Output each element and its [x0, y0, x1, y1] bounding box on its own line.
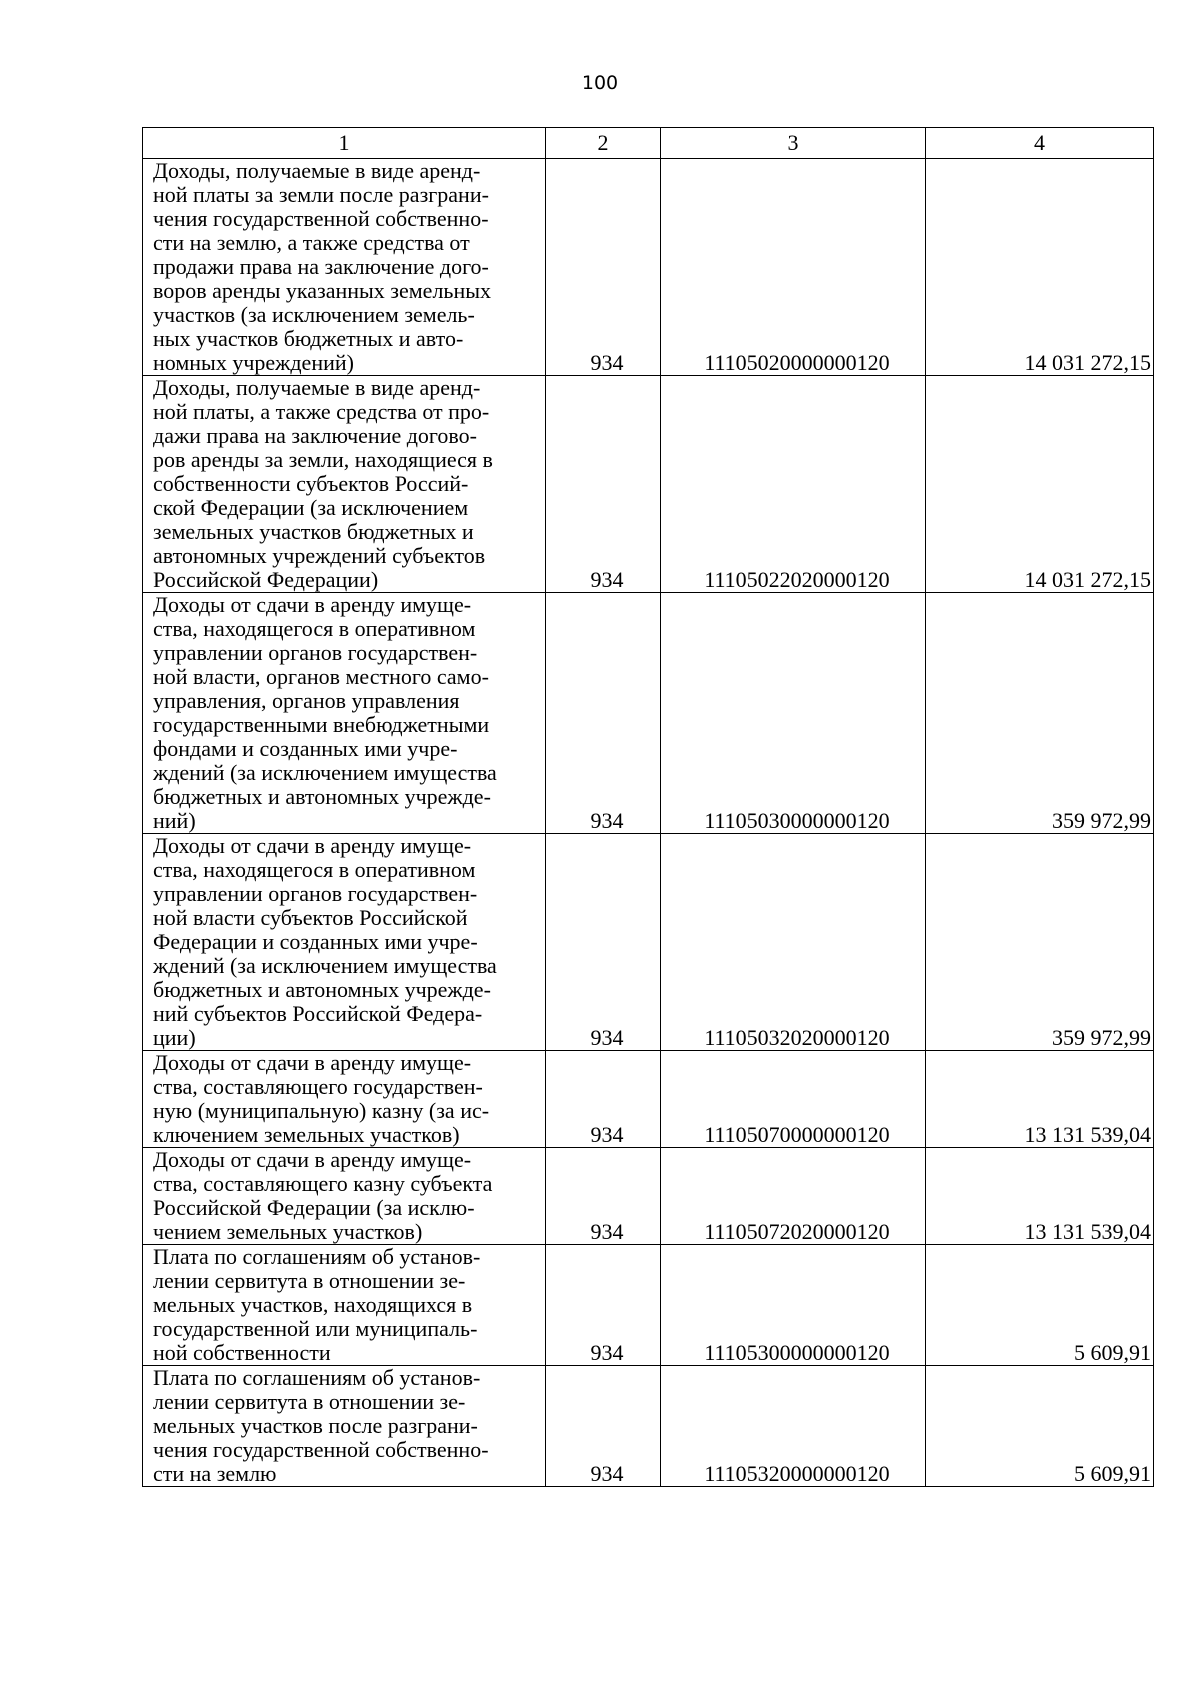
revenue-name-line: ства, составляющего государствен- [153, 1074, 483, 1099]
amount-cell: 13 131 539,04 [926, 1148, 1154, 1245]
revenue-name-line: ной платы за земли после разграни- [153, 182, 489, 207]
budget-code-cell: 11105022020000120 [661, 376, 926, 593]
revenue-name-cell [143, 593, 546, 834]
revenue-name-cell [143, 1051, 546, 1148]
revenue-name-line: ной власти, органов местного само- [153, 664, 489, 689]
revenue-name-line: ства, находящегося в оперативном [153, 616, 476, 641]
revenue-name-line: ров аренды за земли, находящиеся в [153, 447, 493, 472]
budget-code-cell: 11105300000000120 [661, 1245, 926, 1366]
revenue-name-line: продажи права на заключение дого- [153, 254, 489, 279]
revenue-name-line: ную (муниципальную) казну (за ис- [153, 1098, 490, 1123]
revenue-name-line: ний) [153, 808, 196, 833]
revenue-name-line: управлении органов государствен- [153, 881, 478, 906]
table-row [143, 593, 1154, 834]
revenue-name-line: государственными внебюджетными [153, 712, 490, 737]
revenue-name-line: Доходы от сдачи в аренду имуще- [153, 1050, 472, 1075]
revenue-name-line: ждений (за исключением имущества [153, 953, 497, 978]
amount-cell: 14 031 272,15 [926, 159, 1154, 376]
revenue-name-line: номных учреждений) [153, 350, 354, 375]
revenue-name-line: государственной или муниципаль- [153, 1316, 478, 1341]
revenue-name-line: управлении органов государствен- [153, 640, 478, 665]
revenue-name-line: Российской Федерации (за исклю- [153, 1195, 475, 1220]
budget-code-cell: 11105020000000120 [661, 159, 926, 376]
revenue-name-line: чения государственной собственно- [153, 1437, 489, 1462]
admin-code-cell: 934 [546, 376, 661, 593]
table-row [143, 159, 1154, 376]
revenue-name-line: воров аренды указанных земельных [153, 278, 492, 303]
revenue-name-line: лении сервитута в отношении зе- [153, 1389, 466, 1414]
revenue-name-cell [143, 1245, 546, 1366]
revenue-name-cell [143, 834, 546, 1051]
header-col-2: 2 [546, 128, 661, 159]
revenue-name-cell [143, 1366, 546, 1487]
revenue-name-line: дажи права на заключение догово- [153, 423, 477, 448]
revenue-name-line: автономных учреждений субъектов [153, 543, 486, 568]
table-row [143, 1051, 1154, 1148]
revenue-name-line: Российской Федерации) [153, 567, 379, 592]
admin-code-cell: 934 [546, 1148, 661, 1245]
revenue-name-line: сти на землю [153, 1461, 277, 1486]
budget-code-cell: 11105032020000120 [661, 834, 926, 1051]
page-number: 100 [581, 72, 619, 94]
amount-cell: 13 131 539,04 [926, 1051, 1154, 1148]
revenue-name-line: управления, органов управления [153, 688, 460, 713]
revenue-name-line: ной власти субъектов Российской [153, 905, 468, 930]
revenue-name-line: Доходы, получаемые в виде аренд- [153, 158, 481, 183]
amount-cell: 5 609,91 [926, 1245, 1154, 1366]
revenue-name-line: Доходы, получаемые в виде аренд- [153, 375, 481, 400]
budget-code-cell: 11105030000000120 [661, 593, 926, 834]
revenue-name-line: Доходы от сдачи в аренду имуще- [153, 1147, 472, 1172]
revenue-table [142, 127, 1154, 1487]
revenue-name-line: бюджетных и автономных учрежде- [153, 977, 491, 1002]
revenue-name-line: Плата по соглашениям об установ- [153, 1365, 481, 1390]
admin-code-cell: 934 [546, 1366, 661, 1487]
revenue-name-cell [143, 1148, 546, 1245]
table-row [143, 1148, 1154, 1245]
revenue-name-line: собственности субъектов Россий- [153, 471, 469, 496]
revenue-name-line: чением земельных участков) [153, 1219, 423, 1244]
revenue-name-cell [143, 376, 546, 593]
header-col-4: 4 [926, 128, 1154, 159]
revenue-name-line: фондами и созданных ими учре- [153, 736, 458, 761]
revenue-name-line: бюджетных и автономных учрежде- [153, 784, 491, 809]
admin-code-cell: 934 [546, 834, 661, 1051]
revenue-name-line: ключением земельных участков) [153, 1122, 460, 1147]
table-row [143, 834, 1154, 1051]
table-row [143, 376, 1154, 593]
budget-code-cell: 11105070000000120 [661, 1051, 926, 1148]
revenue-name-line: Плата по соглашениям об установ- [153, 1244, 481, 1269]
table-row [143, 1366, 1154, 1487]
amount-cell: 14 031 272,15 [926, 376, 1154, 593]
revenue-name-line: ных участков бюджетных и авто- [153, 326, 464, 351]
amount-cell: 5 609,91 [926, 1366, 1154, 1487]
revenue-name-line: участков (за исключением земель- [153, 302, 475, 327]
revenue-name-line: ждений (за исключением имущества [153, 760, 497, 785]
amount-cell: 359 972,99 [926, 593, 1154, 834]
revenue-name-line: ства, находящегося в оперативном [153, 857, 476, 882]
amount-cell: 359 972,99 [926, 834, 1154, 1051]
revenue-name-line: земельных участков бюджетных и [153, 519, 474, 544]
revenue-name-line: ства, составляющего казну субъекта [153, 1171, 493, 1196]
admin-code-cell: 934 [546, 593, 661, 834]
table-row [143, 1245, 1154, 1366]
revenue-name-cell [143, 159, 546, 376]
header-col-3: 3 [661, 128, 926, 159]
revenue-name-line: ний субъектов Российской Федера- [153, 1001, 483, 1026]
revenue-name-line: мельных участков после разграни- [153, 1413, 478, 1438]
revenue-name-line: чения государственной собственно- [153, 206, 489, 231]
revenue-name-line: Доходы от сдачи в аренду имуще- [153, 592, 472, 617]
budget-code-cell: 11105320000000120 [661, 1366, 926, 1487]
admin-code-cell: 934 [546, 159, 661, 376]
table-header-row [143, 128, 1154, 159]
revenue-name-line: ной платы, а также средства от про- [153, 399, 490, 424]
budget-code-cell: 11105072020000120 [661, 1148, 926, 1245]
revenue-name-line: лении сервитута в отношении зе- [153, 1268, 466, 1293]
revenue-name-line: Доходы от сдачи в аренду имуще- [153, 833, 472, 858]
revenue-name-line: мельных участков, находящихся в [153, 1292, 473, 1317]
revenue-name-line: Федерации и созданных ими учре- [153, 929, 478, 954]
header-col-1: 1 [143, 128, 546, 159]
admin-code-cell: 934 [546, 1051, 661, 1148]
revenue-name-line: сти на землю, а также средства от [153, 230, 470, 255]
revenue-name-line: ции) [153, 1025, 196, 1050]
revenue-name-line: ской Федерации (за исключением [153, 495, 469, 520]
admin-code-cell: 934 [546, 1245, 661, 1366]
revenue-name-line: ной собственности [153, 1340, 331, 1365]
table-body [143, 159, 1154, 1487]
